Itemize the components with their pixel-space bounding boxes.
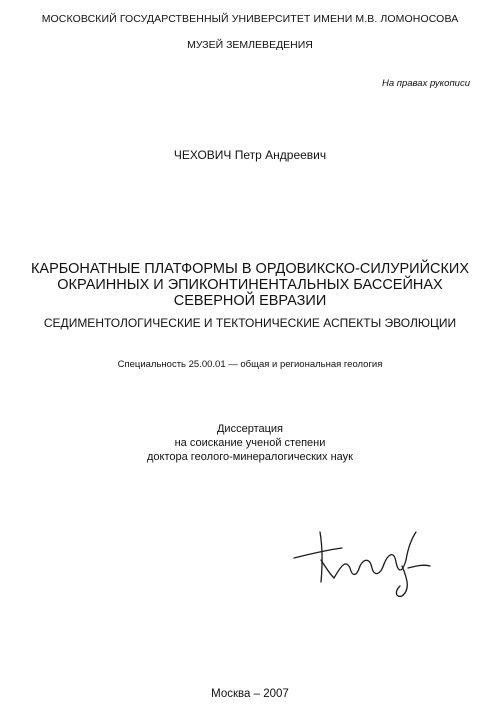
specialty-line: Специальность 25.00.01 — общая и региональная геология [117, 359, 383, 370]
degree-purpose: на соискание ученой степени [174, 437, 326, 449]
title-line-2: ОКРАИННЫХ И ЭПИКОНТИНЕНТАЛЬНЫХ БАССЕЙНАХ [57, 277, 443, 293]
dissertation-description [0, 422, 500, 464]
institution-name: МОСКОВСКИЙ ГОСУДАРСТВЕННЫЙ УНИВЕРСИТЕТ ИМЕНИ М.В. ЛОМОНОСОВА [41, 13, 459, 25]
title-line-1: КАРБОНАТНЫЕ ПЛАТФОРМЫ В ОРДОВИКСКО-СИЛУРИЙСКИХ [30, 261, 470, 277]
dissertation-subtitle: СЕДИМЕНТОЛОГИЧЕСКИЕ И ТЕКТОНИЧЕСКИЕ АСПЕКТЫ ЭВОЛЮЦИИ [43, 316, 457, 330]
city-year: Москва – 2007 [211, 688, 289, 700]
museum-name: МУЗЕЙ ЗЕМЛЕВЕДЕНИЯ [187, 39, 313, 51]
dissertation-label: Диссертация [216, 423, 284, 435]
rights-note: На правах рукописи [381, 78, 470, 89]
author-signature [290, 520, 440, 600]
title-line-3: СЕВЕРНОЙ ЕВРАЗИИ [173, 293, 327, 309]
degree-name: доктора геолого-минералогических наук [147, 451, 353, 463]
author-name: ЧЕХОВИЧ Петр Андреевич [173, 148, 327, 162]
dissertation-title [0, 261, 500, 309]
